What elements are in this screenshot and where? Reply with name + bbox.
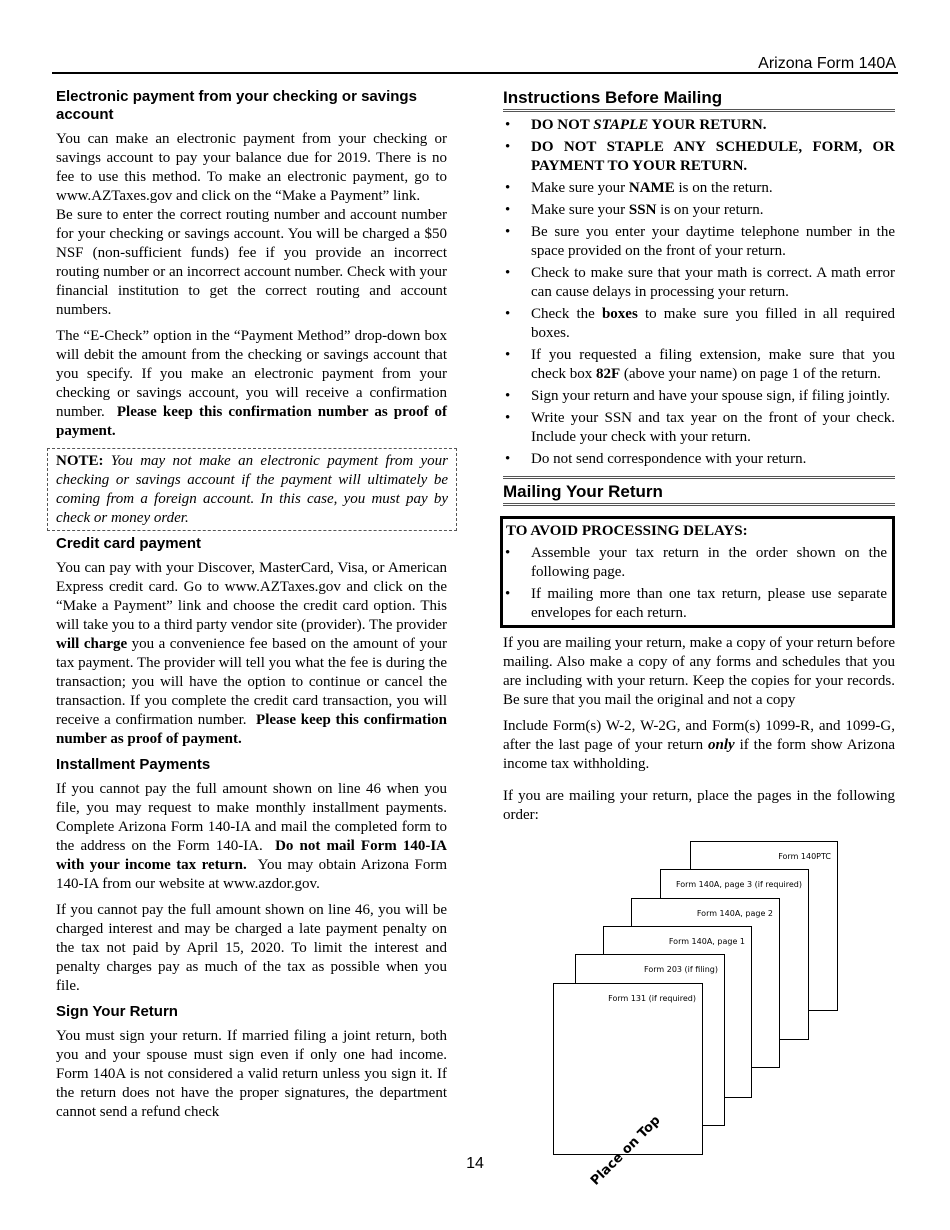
installment-p2: If you cannot pay the full amount shown on line 46, you will be charged interest and may be charged a late payment penalty on the tax not paid by April 15, 2020. To limit the interest and penalty charges pay as much of the tax as possible when you file.	[56, 902, 447, 994]
electronic-payment-heading: Electronic payment from your checking or savings account	[56, 88, 417, 123]
note-label: NOTE:	[56, 453, 104, 469]
processing-delays-box	[500, 516, 895, 628]
mailing-heading: Mailing Your Return	[503, 482, 663, 501]
electronic-payment-p3: The “E-Check” option in the “Payment Method” drop-down box will debit the amount from the checking or savings account that you specify. If you make an electronic payment from your checking or savings account, you will receive a confirmation number. Please keep this confirmation number as proof of payment.	[56, 328, 447, 439]
sheet-form-131: Form 131 (if required) Place on Top	[553, 983, 703, 1155]
instructions-heading-bar	[503, 88, 895, 112]
installment-heading: Installment Payments	[56, 756, 211, 773]
sheet-form-140ptc: Form 140PTC	[690, 841, 838, 1011]
mailing-heading-bar	[503, 476, 895, 506]
note-box	[47, 448, 457, 531]
credit-card-heading: Credit card payment	[56, 535, 202, 552]
mailing-p1: If you are mailing your return, make a copy of your return before mailing. Also make a copy of any forms and schedules that you are including with your return. Keep the copies for your records. Be sure that you mail the original and not a copy	[503, 635, 895, 708]
list-item: • Make sure your NAME is on the return.	[505, 180, 773, 196]
list-item: • If you requested a filing extension, make sure that you check box 82F (above your name) on page 1 of the return.	[505, 347, 895, 382]
right-column	[503, 88, 895, 825]
list-item: • Make sure your SSN is on your return.	[505, 202, 764, 218]
credit-card-paragraph: You can pay with your Discover, MasterCard, Visa, or American Express credit card. Go to www.AZTaxes.gov and click on the “Make a Payment” link and choose the credit card option. This will take you to a third party vendor site (provider). The provider will charge you a convenience fee based on the amount of your tax payment. The provider will tell you what the fee is during the transaction; you will have the option to continue or cancel the transaction. If you complete the credit card transaction, you will receive a confirmation number. Please keep this confirmation number as proof of payment.	[56, 560, 448, 747]
sheet-form-140a-page-3: Form 140A, page 3 (if required)	[660, 869, 809, 1040]
list-item: • Check the boxes to make sure you filled in all required boxes.	[505, 306, 895, 341]
instructions-list	[503, 116, 895, 469]
list-item: • Sign your return and have your spouse sign, if filing jointly.	[505, 388, 890, 404]
sign-paragraph: You must sign your return. If married filing a joint return, both you and your spouse must sign even if only one had income. Form 140A is not considered a valid return unless you sign it. If the return does not have the proper signatures, the department cannot send a refund check	[56, 1028, 447, 1120]
note-text: You may not make an electronic payment from your checking or savings account if the payment will ultimately be coming from a foreign account. In this case, you must pay by check or money order.	[56, 453, 448, 526]
left-column	[56, 88, 447, 1129]
place-on-top-label: Place on Top	[588, 1113, 664, 1189]
list-item: • DO NOT STAPLE YOUR RETURN.	[505, 117, 767, 133]
form-header-title: Arizona Form 140A	[758, 55, 896, 72]
sheet-form-140a-page-1: Form 140A, page 1	[603, 926, 752, 1098]
box-title: TO AVOID PROCESSING DELAYS:	[506, 523, 748, 539]
sheet-form-203: Form 203 (if filing)	[575, 954, 725, 1126]
sheet-form-140a-page-2: Form 140A, page 2	[631, 898, 780, 1068]
list-item: • Assemble your tax return in the order shown on the following page.	[505, 545, 887, 580]
list-item: • Do not send correspondence with your return.	[505, 451, 807, 467]
header-rule	[52, 72, 898, 74]
mailing-p2: Include Form(s) W-2, W-2G, and Form(s) 1099-R, and 1099-G, after the last page of your return only if the form show Arizona income tax withholding.	[503, 718, 896, 772]
list-item: • If mailing more than one tax return, please use separate envelopes for each return.	[505, 586, 887, 621]
list-item: • Check to make sure that your math is correct. A math error can cause delays in processing your return.	[505, 265, 895, 300]
sign-heading: Sign Your Return	[56, 1003, 178, 1020]
electronic-payment-p1: You can make an electronic payment from your checking or savings account to pay your balance due for 2019. There is no fee to use this method. To make an electronic payment, go to www.AZTaxes.gov and click on the “Make a Payment” link.	[56, 131, 447, 204]
list-item: • Be sure you enter your daytime telephone number in the space provided on the front of your return.	[505, 224, 895, 259]
electronic-payment-p2: Be sure to enter the correct routing number and account number for your checking or savings account. You will be charged a $50 NSF (non-sufficient funds) fee if you provide an incorrect routing number or an incorrect account number. Check with your financial institution to get the correct routing and account numbers.	[56, 207, 447, 318]
mailing-p3: If you are mailing your return, place the pages in the following order:	[503, 788, 895, 823]
list-item: • Write your SSN and tax year on the front of your check. Include your check with your return.	[505, 410, 895, 445]
installment-p1: If you cannot pay the full amount shown on line 46 when you file, you may request to make monthly installment payments. Complete Arizona Form 140-IA and mail the completed form to the address on the Form 140-IA. Do not mail Form 140-IA with your income tax return. You may obtain Arizona Form 140-IA from our website at www.azdor.gov.	[56, 781, 448, 892]
instructions-heading: Instructions Before Mailing	[503, 88, 723, 107]
page-order-diagram	[553, 841, 853, 1189]
page-number: 14	[466, 1155, 484, 1172]
list-item: • DO NOT STAPLE ANY SCHEDULE, FORM, OR PAYMENT TO YOUR RETURN.	[505, 139, 895, 174]
